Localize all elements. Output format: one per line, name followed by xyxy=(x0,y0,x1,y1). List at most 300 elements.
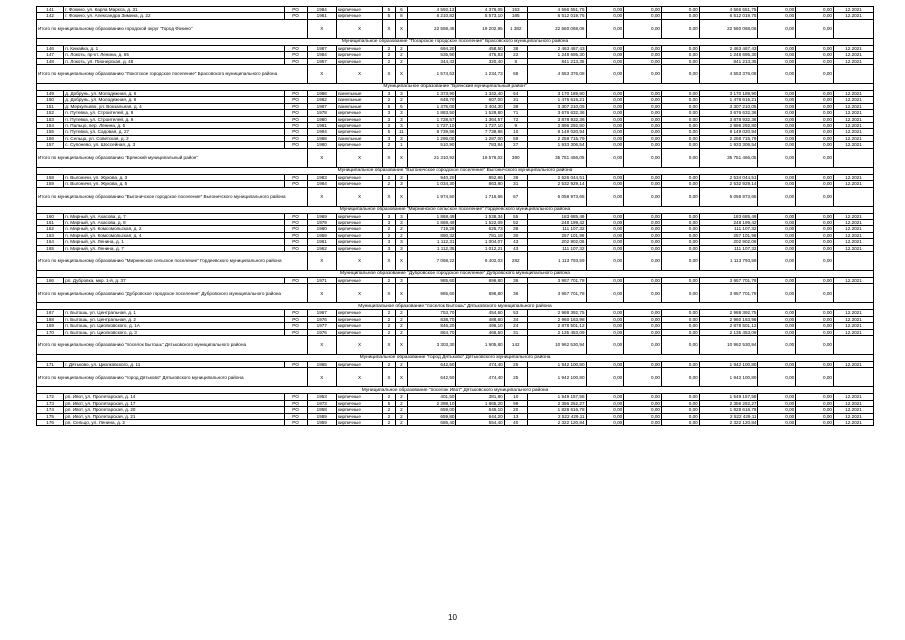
table-cell: 0,00 xyxy=(624,316,662,322)
subtotal-cell: 22 560 068,06 xyxy=(699,19,758,38)
subtotal-row xyxy=(37,19,874,38)
table-cell: 175 xyxy=(37,413,64,419)
table-cell: 2 xyxy=(383,142,396,148)
table-cell: 0,00 xyxy=(796,219,834,225)
table-cell: 0,00 xyxy=(662,103,700,109)
subtotal-cell: 474,40 xyxy=(456,368,504,387)
table-cell: кирпичные xyxy=(336,239,382,245)
table-cell: 3 676 632,36 xyxy=(699,110,758,116)
address-cell: п. Выгоничи, ул. Жукова, д. 5 xyxy=(64,181,284,187)
subtotal-label: Итого по муниципальному образованию "Брянский муниципальный район" xyxy=(37,148,308,167)
table-cell: 1 883,50 xyxy=(408,110,456,116)
subtotal-cell: 0,00 xyxy=(586,284,624,303)
table-cell: 1 549 157,58 xyxy=(527,394,586,400)
table-cell: 3 xyxy=(395,116,408,122)
table-cell: 158 xyxy=(37,174,64,180)
table-cell: 40 xyxy=(504,420,527,426)
subtotal-cell: Х xyxy=(336,148,382,167)
table-cell: кирпичные xyxy=(336,361,382,367)
table-cell: кирпичные xyxy=(336,413,382,419)
table-cell: 34 xyxy=(504,316,527,322)
table-cell: 163 xyxy=(37,232,64,238)
table-cell: 0,00 xyxy=(586,103,624,109)
table-cell: 0,00 xyxy=(662,394,700,400)
subtotal-cell: Х xyxy=(307,148,336,167)
subtotal-cell: Х xyxy=(307,65,336,84)
table-cell: 12.2021 xyxy=(833,110,873,116)
table-cell: 0,00 xyxy=(796,129,834,135)
table-cell: РО xyxy=(284,226,307,232)
table-cell: 59 xyxy=(504,135,527,141)
table-cell: 694,20 xyxy=(408,45,456,51)
table-cell: 2 xyxy=(395,226,408,232)
table-cell: 0,00 xyxy=(662,316,700,322)
table-cell: 474,40 xyxy=(456,361,504,367)
table-cell: 1980 xyxy=(307,142,336,148)
table-cell: 0,00 xyxy=(758,123,796,129)
table-cell: 2 xyxy=(395,407,408,413)
subtotal-cell: 1 974,50 xyxy=(408,187,456,206)
table-cell: 1978 xyxy=(307,110,336,116)
table-cell: 12.2021 xyxy=(833,329,873,335)
section-header-row xyxy=(37,206,874,213)
table-cell: 2 xyxy=(383,361,396,367)
table-cell: 510,90 xyxy=(408,142,456,148)
table-cell: 0,00 xyxy=(662,245,700,251)
subtotal-label: Итого по муниципальному образованию "Выгоничское городское поселение" Выгоничского муниципального района xyxy=(37,187,308,206)
table-cell: 0,00 xyxy=(758,13,796,19)
table-cell: панельные xyxy=(336,91,382,97)
table-cell: 0,00 xyxy=(624,174,662,180)
table-cell: 2 xyxy=(395,310,408,316)
table-cell: 1 828 616,78 xyxy=(699,407,758,413)
subtotal-cell: 0,00 xyxy=(796,19,834,38)
table-cell: 2 522 429,11 xyxy=(699,413,758,419)
table-cell: 2 xyxy=(395,394,408,400)
subtotal-cell: 1 113 793,59 xyxy=(527,251,586,270)
subtotal-cell xyxy=(833,368,873,387)
subtotal-cell: 35 751 466,05 xyxy=(699,148,758,167)
table-cell: 12.2021 xyxy=(833,58,873,64)
table-cell: 0,00 xyxy=(796,13,834,19)
table-cell: 0,00 xyxy=(796,407,834,413)
table-cell: РО xyxy=(284,174,307,180)
table-cell: 2 xyxy=(395,329,408,335)
table-cell: 0,00 xyxy=(796,310,834,316)
table-cell: 0,00 xyxy=(586,174,624,180)
table-cell: 3 xyxy=(383,245,396,251)
table-cell: 0,00 xyxy=(624,135,662,141)
section-header-row xyxy=(37,38,874,45)
table-cell: 2 xyxy=(383,329,396,335)
table-cell: панельные xyxy=(336,135,382,141)
table-cell: 0,00 xyxy=(758,7,796,13)
table-cell: РО xyxy=(284,239,307,245)
table-cell: 0,00 xyxy=(624,407,662,413)
table-cell: 3 xyxy=(383,110,396,116)
table-cell: 12.2021 xyxy=(833,323,873,329)
table-cell: 1 942 100,80 xyxy=(527,361,586,367)
subtotal-cell: 5 058 973,65 xyxy=(699,187,758,206)
table-cell: 156 xyxy=(37,135,64,141)
table-cell: 0,00 xyxy=(624,361,662,367)
subtotal-cell: 0,00 xyxy=(662,148,700,167)
table-cell: 36 xyxy=(504,277,527,283)
table-cell: кирпичные xyxy=(336,116,382,122)
subtotal-cell: Х xyxy=(395,251,408,270)
table-cell: 659,80 xyxy=(408,413,456,419)
table-cell: 1959 xyxy=(307,420,336,426)
table-cell: 5 xyxy=(383,13,396,19)
subtotal-cell: Х xyxy=(395,187,408,206)
table-cell: 0,00 xyxy=(624,394,662,400)
address-cell: с. Супонево, ул. Шоссейная, д. 3 xyxy=(64,142,284,148)
table-cell: 1962 xyxy=(307,245,336,251)
subtotal-row xyxy=(37,368,874,387)
table-cell: 0,00 xyxy=(624,310,662,316)
subtotal-row xyxy=(37,251,874,270)
table-cell: 381,80 xyxy=(456,394,504,400)
table-cell: 1958 xyxy=(307,407,336,413)
subtotal-cell: 67 xyxy=(504,187,527,206)
table-cell: РО xyxy=(284,91,307,97)
table-cell: кирпичные xyxy=(336,329,382,335)
table-cell: 686,40 xyxy=(408,420,456,426)
table-cell: 1984 xyxy=(307,7,336,13)
subtotal-row xyxy=(37,187,874,206)
table-cell: 659,00 xyxy=(408,407,456,413)
table-cell: 154 xyxy=(37,123,64,129)
table-cell: кирпичные xyxy=(336,420,382,426)
table-cell: 2 960 163,98 xyxy=(527,316,586,322)
table-cell: 1 342,40 xyxy=(456,91,504,97)
address-cell: д. Добрунь, ул. Молодежная, д. 5 xyxy=(64,91,284,97)
table-cell: 1984 xyxy=(307,52,336,58)
table-cell: 0,00 xyxy=(586,45,624,51)
table-cell: 185 xyxy=(504,13,527,19)
table-cell: 0,00 xyxy=(586,400,624,406)
address-cell: рп. Ивот, ул. Пролетарская, д. 20 xyxy=(64,407,284,413)
table-cell: 0,00 xyxy=(796,97,834,103)
address-cell: п. Мирный, ул. Комсомольская, д. 2 xyxy=(64,226,284,232)
subtotal-cell: 1 942 100,80 xyxy=(699,368,758,387)
table-cell: 0,00 xyxy=(662,142,700,148)
table-cell: 12.2021 xyxy=(833,232,873,238)
table-cell: 12.2021 xyxy=(833,7,873,13)
table-cell: 2 xyxy=(383,52,396,58)
subtotal-cell: Х xyxy=(395,368,408,387)
table-cell: 161 xyxy=(37,219,64,225)
table-cell: 0,00 xyxy=(796,316,834,322)
table-cell: 0,00 xyxy=(662,58,700,64)
table-cell: 1971 xyxy=(307,277,336,283)
table-cell: 1967 xyxy=(307,103,336,109)
address-cell: рп. Дубровка, мкр. 1-й, д. 37 xyxy=(64,277,284,283)
address-cell: г. Фокино, ул. Александра Зимина, д. 22 xyxy=(64,13,284,19)
subtotal-cell: 10 962 530,94 xyxy=(699,335,758,354)
address-cell: п. Мирный, ул. Ленина, д. 7 xyxy=(64,245,284,251)
table-cell: 2 322 120,84 xyxy=(699,420,758,426)
table-cell: 169 xyxy=(37,323,64,329)
table-cell: 174 xyxy=(37,407,64,413)
section-title: Муниципальное образование "Мирнинское сельское поселение" Гордеевского муниципального района xyxy=(37,206,874,213)
table-cell: 0,00 xyxy=(586,123,624,129)
subtotal-cell: 1 716,66 xyxy=(456,187,504,206)
table-cell: 12.2021 xyxy=(833,123,873,129)
subtotal-cell: Х xyxy=(336,368,382,387)
table-cell: 0,00 xyxy=(624,329,662,335)
table-cell: 3 xyxy=(395,174,408,180)
table-cell: 0,00 xyxy=(758,91,796,97)
table-cell: 2 532 929,14 xyxy=(699,181,758,187)
table-cell: 3 404,30 xyxy=(456,103,504,109)
subtotal-cell: 3 957 701,78 xyxy=(699,284,758,303)
table-cell: кирпичные xyxy=(336,213,382,219)
table-cell: 0,00 xyxy=(624,232,662,238)
address-cell: п. Бытошь, ул. Центральная, д. 1 xyxy=(64,310,284,316)
table-cell: РО xyxy=(284,219,307,225)
subtotal-cell xyxy=(833,65,873,84)
table-cell: кирпичные xyxy=(336,129,382,135)
table-cell: 12.2021 xyxy=(833,245,873,251)
table-cell: 55 xyxy=(504,213,527,219)
subtotal-cell: 0,00 xyxy=(624,187,662,206)
subtotal-cell: 5 058 973,65 xyxy=(527,187,586,206)
address-cell: п. Бытошь, ул. Циолковского, д. 3 xyxy=(64,329,284,335)
table-cell: РО xyxy=(284,413,307,419)
subtotal-cell: 0,00 xyxy=(758,65,796,84)
table-cell: 172 xyxy=(37,394,64,400)
subtotal-cell: 0,00 xyxy=(796,187,834,206)
subtotal-cell: 896,80 xyxy=(456,284,504,303)
table-cell: 0,00 xyxy=(662,7,700,13)
table-row xyxy=(37,420,874,426)
subtotal-cell: 0,00 xyxy=(796,284,834,303)
table-cell: 0,00 xyxy=(624,219,662,225)
table-cell: 12.2021 xyxy=(833,316,873,322)
section-title: Муниципальное образование "город Дятьково" Дятьковского муниципального района xyxy=(37,354,874,361)
table-cell: 6 512 019,75 xyxy=(699,13,758,19)
table-cell: 0,00 xyxy=(758,323,796,329)
table-cell: 1957 xyxy=(307,58,336,64)
table-cell: 1981 xyxy=(307,123,336,129)
subtotal-cell: 22 558,45 xyxy=(408,19,456,38)
table-cell: 2 xyxy=(395,361,408,367)
table-cell: 8 xyxy=(504,58,527,64)
table-cell: 0,00 xyxy=(758,226,796,232)
table-cell: РО xyxy=(284,213,307,219)
table-cell: РО xyxy=(284,400,307,406)
table-cell: 30 xyxy=(504,232,527,238)
address-cell: п. Локоть, ул. Пионерская, д. 48 xyxy=(64,58,284,64)
subtotal-label: Итого по муниципальному образованию "город Дятьково" Дятьковского муниципального района xyxy=(37,368,308,387)
table-cell: кирпичные xyxy=(336,323,382,329)
table-cell: 0,00 xyxy=(796,400,834,406)
table-cell: 0,00 xyxy=(586,323,624,329)
address-cell: п. Выгоничи, ул. Жукова, д. 3 xyxy=(64,174,284,180)
table-cell: панельные xyxy=(336,97,382,103)
table-cell: 0,00 xyxy=(624,239,662,245)
subtotal-cell: 0,00 xyxy=(662,368,700,387)
table-cell: 2 xyxy=(383,413,396,419)
table-cell: 0,00 xyxy=(586,420,624,426)
table-cell: 401,50 xyxy=(408,394,456,400)
table-cell: 846,20 xyxy=(408,323,456,329)
subtotal-label: Итого по муниципальному образованию "Локотское городское поселение" Брасовского муниципального района xyxy=(37,65,308,84)
table-cell: 1994 xyxy=(307,129,336,135)
table-cell: 0,00 xyxy=(662,181,700,187)
table-cell: 1981 xyxy=(307,13,336,19)
subtotal-cell: 0,00 xyxy=(796,65,834,84)
table-cell: кирпичные xyxy=(336,58,382,64)
table-cell: 3 xyxy=(395,213,408,219)
table-cell: 10 xyxy=(504,394,527,400)
subtotal-cell: 0,00 xyxy=(624,335,662,354)
subtotal-cell: Х xyxy=(336,335,382,354)
table-cell: 344,43 xyxy=(408,58,456,64)
table-cell: РО xyxy=(284,52,307,58)
address-cell: д. Меркульево, ул. Вокзальная, д. 4 xyxy=(64,103,284,109)
subtotal-cell xyxy=(833,284,873,303)
table-cell: РО xyxy=(284,103,307,109)
subtotal-cell: Х xyxy=(383,148,396,167)
subtotal-cell: Х xyxy=(307,368,336,387)
table-cell: 36 xyxy=(504,174,527,180)
table-cell: 2 xyxy=(383,277,396,283)
table-cell: 162 xyxy=(37,226,64,232)
table-cell: 0,00 xyxy=(758,45,796,51)
table-cell: 841 213,35 xyxy=(699,58,758,64)
table-cell: 1 012,21 xyxy=(456,245,504,251)
table-cell: 111 107,32 xyxy=(699,245,758,251)
table-cell: 0,00 xyxy=(624,13,662,19)
table-cell: 2 xyxy=(383,323,396,329)
table-cell: 1 296,00 xyxy=(408,135,456,141)
table-cell: 3 xyxy=(395,123,408,129)
table-cell: 0,00 xyxy=(796,329,834,335)
table-cell: РО xyxy=(284,310,307,316)
subtotal-cell: 68 xyxy=(504,65,527,84)
table-cell: кирпичные xyxy=(336,394,382,400)
table-cell: 202 902,06 xyxy=(527,239,586,245)
subtotal-cell: Х xyxy=(336,187,382,206)
table-cell: 0,00 xyxy=(662,239,700,245)
table-cell: 8 739,86 xyxy=(408,129,456,135)
table-cell: 11 xyxy=(395,129,408,135)
table-cell: кирпичные xyxy=(336,316,382,322)
table-cell: 2 878 501,12 xyxy=(527,323,586,329)
table-cell: 3 878 932,36 xyxy=(699,116,758,122)
table-cell: 0,00 xyxy=(586,58,624,64)
table-cell: 0,00 xyxy=(586,407,624,413)
table-cell: 475,83 xyxy=(456,52,504,58)
section-header-row xyxy=(37,354,874,361)
table-cell: 3 xyxy=(383,91,396,97)
table-cell: 320,40 xyxy=(456,58,504,64)
subtotal-cell: 0,00 xyxy=(758,251,796,270)
table-cell: 0,00 xyxy=(796,58,834,64)
table-cell: 1 933 306,54 xyxy=(527,142,586,148)
table-cell: 0,00 xyxy=(758,97,796,103)
section-header-row xyxy=(37,303,874,310)
table-cell: 1 549 157,58 xyxy=(699,394,758,400)
table-cell: 2 xyxy=(383,310,396,316)
subtotal-cell: 7 068,22 xyxy=(408,251,456,270)
table-cell: 642,50 xyxy=(408,361,456,367)
table-cell: 8 149 020,94 xyxy=(699,129,758,135)
table-cell: кирпичные xyxy=(336,110,382,116)
table-cell: 3 xyxy=(395,91,408,97)
subtotal-row xyxy=(37,65,874,84)
table-cell: 1 728,57 xyxy=(408,116,456,122)
address-cell: п. Пальцо, пер. Ленина, д. 5 xyxy=(64,123,284,129)
table-cell: 248 199,42 xyxy=(527,219,586,225)
subtotal-label: Итого по муниципальному образованию "Мирнинское сельское поселение" Гордеевского муниципального района xyxy=(37,251,308,270)
table-cell: 0,00 xyxy=(624,103,662,109)
subtotal-cell: 0,00 xyxy=(586,368,624,387)
subtotal-cell: 21 310,92 xyxy=(408,148,456,167)
table-cell: 0,00 xyxy=(758,232,796,238)
table-cell: 0,00 xyxy=(796,181,834,187)
table-cell: 0,00 xyxy=(796,123,834,129)
table-cell: 0,00 xyxy=(758,174,796,180)
table-cell: 0,00 xyxy=(662,361,700,367)
subtotal-cell: 1 113 793,59 xyxy=(699,251,758,270)
table-cell: 52 xyxy=(504,219,527,225)
table-cell: 3 xyxy=(395,219,408,225)
table-cell: 0,00 xyxy=(586,110,624,116)
subtotal-cell: 0,00 xyxy=(796,251,834,270)
table-cell: 2 xyxy=(383,97,396,103)
section-title: Муниципальное образование "Погарское городское поселение" Брасовского муниципального района xyxy=(37,38,874,45)
table-cell: РО xyxy=(284,181,307,187)
table-cell: 1 xyxy=(395,142,408,148)
table-cell: 6 512 019,75 xyxy=(527,13,586,19)
table-cell: кирпичные xyxy=(336,174,382,180)
table-cell: 3 xyxy=(383,239,396,245)
table-cell: 0,00 xyxy=(758,361,796,367)
table-cell: РО xyxy=(284,110,307,116)
table-cell: 257 101,98 xyxy=(527,232,586,238)
table-cell: 159 xyxy=(37,181,64,187)
subtotal-cell: 0,00 xyxy=(624,368,662,387)
table-cell: 2 xyxy=(383,45,396,51)
subtotal-row xyxy=(37,335,874,354)
table-cell: 2 xyxy=(383,181,396,187)
table-cell: 0,00 xyxy=(796,142,834,148)
table-cell: 0,00 xyxy=(758,316,796,322)
section-title: Муниципальное образование "Брянский муниципальный район" xyxy=(37,84,874,91)
table-cell: 0,00 xyxy=(758,329,796,335)
subtotal-cell: Х xyxy=(307,284,336,303)
table-cell: 3 957 701,78 xyxy=(527,277,586,283)
address-cell: рп. Ивот, ул. Пролетарская, д. 14 xyxy=(64,394,284,400)
table-cell: 1986 xyxy=(307,91,336,97)
table-cell: 12.2021 xyxy=(833,400,873,406)
address-cell: п. Путевка, ул. Строителей, д. 8 xyxy=(64,110,284,116)
table-cell: 2 988 392,75 xyxy=(527,310,586,316)
subtotal-cell: 1 234,73 xyxy=(456,65,504,84)
table-cell: 0,00 xyxy=(662,213,700,219)
section-title: Муниципальное образование "поселок Ивот" Дятьковского муниципального района xyxy=(37,387,874,394)
table-cell: 1969 xyxy=(307,213,336,219)
table-cell: 3 xyxy=(395,135,408,141)
table-cell: 173 xyxy=(37,400,64,406)
table-cell: 0,00 xyxy=(586,116,624,122)
table-cell: 2 522 429,11 xyxy=(527,413,586,419)
table-cell: 9 xyxy=(504,123,527,129)
table-cell: кирпичные xyxy=(336,45,382,51)
